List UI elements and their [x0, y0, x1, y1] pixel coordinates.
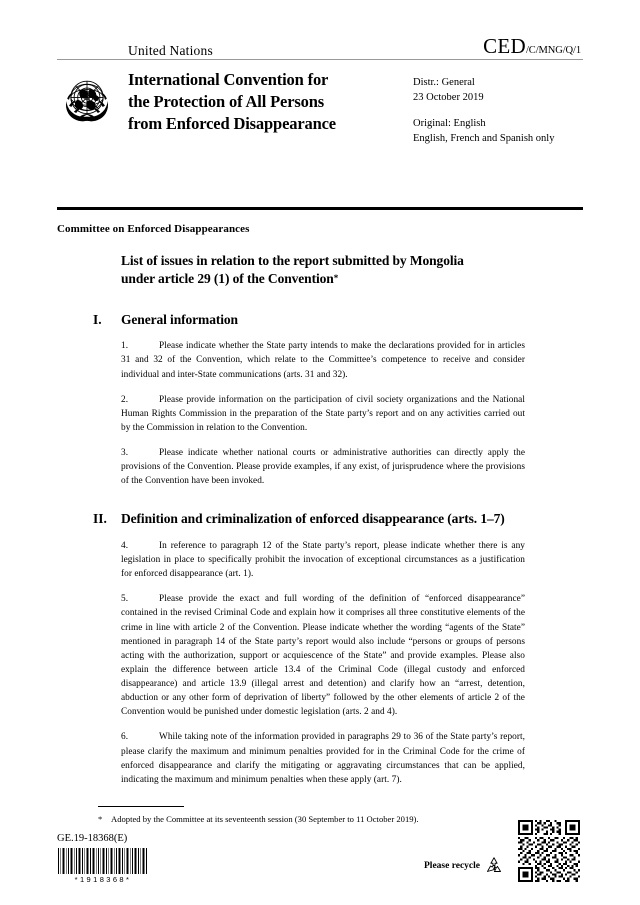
- footnote-marker: *: [98, 814, 103, 824]
- page-title-line-1: List of issues in relation to the report submitted by Mongolia: [121, 253, 464, 268]
- document-symbol: [483, 36, 583, 57]
- job-number: GE.19-18368(E): [57, 833, 128, 844]
- convention-title: [128, 69, 413, 147]
- paragraph-text: While taking note of the information provided in paragraphs 29 to 36 of the State party’s report, please clarify the maximum and minimum penalties provided for in the Criminal Code for the crime of enforced disappearance and clarify the mitigating or aggravating circumstances that can be applied, indicating the maximum and minimum penalties when these apply (art. 7).: [121, 732, 525, 785]
- section-title-2: Definition and criminalization of enforced disappearance (arts. 1–7): [121, 511, 505, 527]
- original-language: Original: English: [413, 117, 486, 129]
- paragraph-text: In reference to paragraph 12 of the State party’s report, please indicate whether there is any legislation in place to specifically prohibit the invocation of exceptional circumstances as a justification for enforced disappearance (art. 1).: [121, 540, 525, 580]
- convention-title-line-1: International Convention for: [128, 70, 329, 89]
- masthead-body: [57, 69, 583, 147]
- masthead-top-row: [57, 36, 583, 57]
- paragraph-number: 3.: [121, 448, 129, 459]
- paragraph-number: 1.: [121, 341, 129, 352]
- footnote: [98, 813, 518, 825]
- footnote-separator: [98, 806, 184, 807]
- recycle-label: Please recycle: [424, 861, 480, 871]
- convention-title-line-3: from Enforced Disappearance: [128, 113, 336, 133]
- paragraph-text: Please provide information on the participation of civil society organizations and the National Human Rights Commission in the preparation of the State party’s report and on any activities carried out by the Commission in relation to the Convention.: [121, 394, 525, 433]
- paragraph-number: 6.: [121, 732, 129, 743]
- title-footnote-marker: *: [333, 273, 339, 284]
- distribution-label: Distr.: General: [413, 77, 475, 88]
- document-date: 23 October 2019: [413, 91, 484, 103]
- masthead-thin-rule: [57, 59, 583, 60]
- page-title-line-2: under article 29 (1) of the Convention: [121, 271, 334, 287]
- qr-code: [518, 820, 580, 882]
- section-numeral-1: I.: [93, 311, 102, 327]
- un-emblem: [57, 71, 117, 131]
- footnote-text: Adopted by the Committee at its seventeenth session (30 September to 11 October 2019).: [111, 814, 419, 824]
- paragraph: [121, 393, 525, 435]
- paragraph: [121, 539, 525, 581]
- paragraph-text: Please indicate whether the State party intends to make the declarations provided for in articles 31 and 32 of the Convention, which relate to the Committee’s competence to receive and consider individual and inter-State communications (arts. 31 and 32).: [121, 341, 525, 380]
- organization-name: United Nations: [128, 42, 213, 58]
- distribution-block: [413, 69, 583, 147]
- section-heading-2: [93, 510, 525, 528]
- masthead-thick-rule: [57, 207, 583, 210]
- section-heading-1: [93, 311, 525, 329]
- barcode-digits: *1918368*: [74, 875, 132, 884]
- available-languages: English, French and Spanish only: [413, 132, 555, 144]
- paragraph-number: 5.: [121, 594, 129, 605]
- document-symbol-main: CED: [483, 34, 526, 58]
- meta-spacer: [413, 106, 583, 117]
- section-numeral-2: II.: [93, 511, 107, 527]
- document-symbol-suffix: /C/MNG/Q/1: [525, 45, 581, 56]
- paragraph-text: Please provide the exact and full wording of the definition of “enforced disappearance” contained in the revised Criminal Code and explain how it comprises all three constitutive elements of the crime in line with article 2 of the Convention. Please indicate whether the wording “agents of the State” mentioned in paragraph 14 of the State party’s report would also include “persons or groups of persons acting with the authorization, support or acquiescence of the State” and provide examples. Please also explain the difference between article 13.4 of the Criminal Code (illegal custody and enforced disappearance) and article 13.9 (illegal arrest and detention) and clarify how an “arrest, detention, abduction or any other form of deprivation of liberty” followed by the other elements of article 2 of the Convention would be punished under domestic legislation (arts. 2 and 4).: [121, 594, 525, 718]
- committee-name: Committee on Enforced Disappearances: [57, 223, 250, 235]
- section-title-1: General information: [121, 311, 238, 327]
- paragraph: [121, 592, 525, 719]
- paragraph-text: Please indicate whether national courts or administrative authorities can directly apply the provisions of the Convention. Please provide examples, if any exist, of jurisprudence where the provisions of the Convention have been invoked.: [121, 448, 525, 487]
- page-title: [121, 252, 525, 289]
- recycle-icon: [483, 855, 505, 877]
- document-body: [57, 252, 583, 787]
- paragraph: [121, 730, 525, 787]
- barcode: [57, 848, 149, 884]
- recycle-notice: [424, 855, 505, 877]
- paragraph: [121, 446, 525, 488]
- masthead: [57, 36, 583, 147]
- paragraph-number: 4.: [121, 540, 129, 551]
- paragraph-number: 2.: [121, 394, 129, 405]
- un-emblem-container: [57, 69, 128, 147]
- barcode-bars: [57, 848, 149, 874]
- convention-title-line-2: the Protection of All Persons: [128, 91, 325, 111]
- paragraph: [121, 339, 525, 381]
